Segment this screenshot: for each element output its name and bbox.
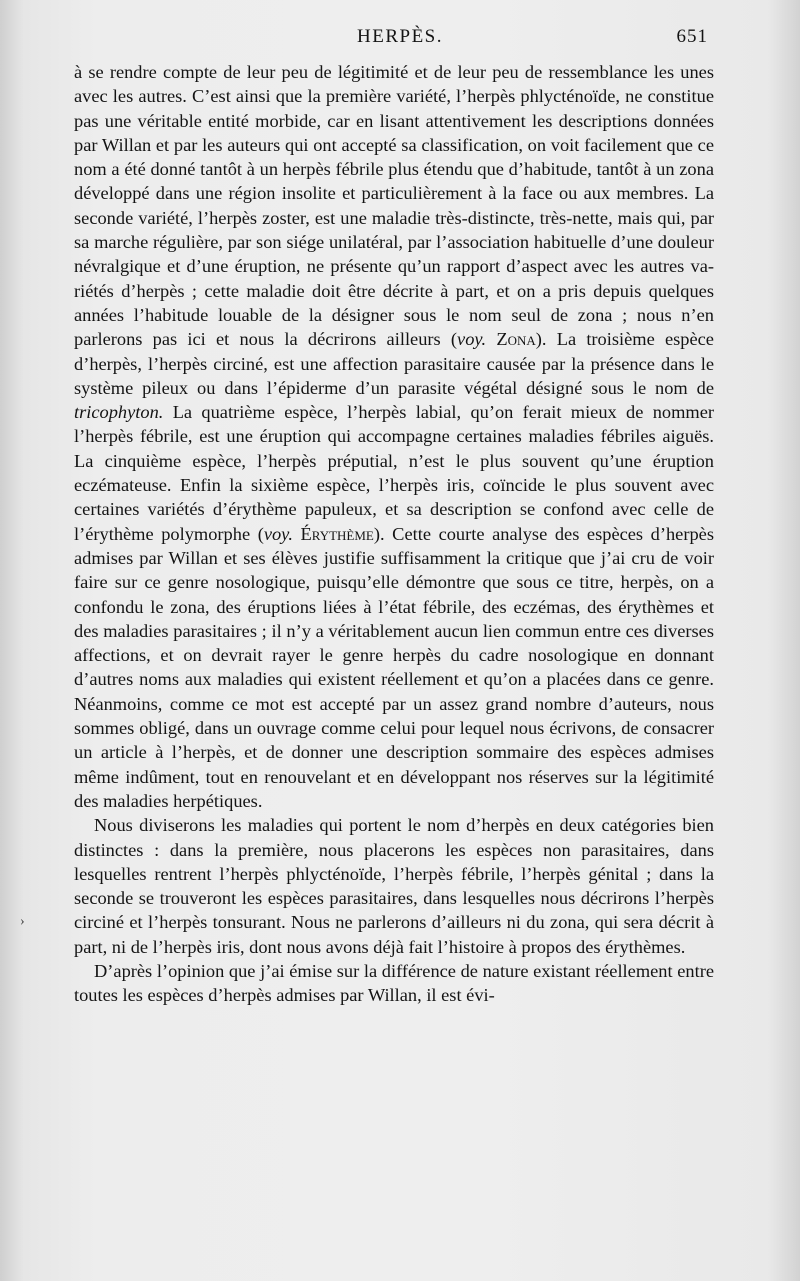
text-run bbox=[486, 329, 496, 349]
page-number: 651 bbox=[676, 26, 708, 47]
body-text bbox=[74, 60, 714, 1008]
running-title: HERPÈS. bbox=[357, 26, 443, 47]
text-run: à se rendre compte de leur peu de légitimité et de leur peu de ressemblance les unes avec les autres. C’est ainsi que la première variété, l’herpès phlycténoïde, ne constitue pas une véritable entité morbide, car en lisant attentivement les descriptions données par Willan et par les auteurs qui ont accepté sa classification, on voit facilement que ce nom a été donné tantôt à un herpès fébrile plus étendu que d’habitude, tantôt à un zona développé dans une région insolite et particulièrement à la face ou aux membres. La seconde variété, l’herpès zoster, est une maladie très-distincte, très-nette, mais qui, par sa marche régulière, par son siége unilatéral, par l’association habituelle d’une douleur névralgique et d’une éruption, ne présente qu’un rapport d’aspect avec les autres variétés d’herpès ; cette maladie doit être décrite à part, et on a pris depuis quelques années l’habitude louable de la désigner sous le nom seul de zona ; nous n’en parlerons pas ici et nous la décrirons ailleurs ( bbox=[74, 62, 714, 350]
italic-text: tricophyton. bbox=[74, 402, 164, 423]
running-head bbox=[0, 26, 800, 56]
small-caps-text: Érythème bbox=[300, 523, 374, 544]
paragraph-continued bbox=[74, 60, 714, 813]
paragraph-classification bbox=[74, 813, 714, 959]
small-caps-text: Zona bbox=[496, 329, 536, 350]
text-run: ). La troisième espèce d’herpès, l’herpès circiné, est une affection parasitaire causée par la présence dans le système pileux ou dans l’épiderme d’un parasite végétal désigné sous le nom de bbox=[74, 329, 714, 398]
text-run: La quatrième espèce, l’herpès labial, qu’on ferait mieux de nommer l’herpès fébrile, est une éruption qui accompagne certaines maladies fébriles aiguës. La cinquième espèce, l’herpès préputial, n’est le plus souvent qu’une éruption eczémateuse. Enfin la sixième espèce, l’herpès iris, coïncide le plus souvent avec certaines variétés d’érythème papuleux, et sa description se confond avec celle de l’érythème polymorphe ( bbox=[74, 402, 714, 544]
text-run: D’après l’opinion que j’ai émise sur la différence de nature existant réellement entre toutes les espèces d’herpès admises par Willan, il est évi- bbox=[74, 960, 714, 1006]
text-run bbox=[293, 524, 301, 544]
text-run: Nous diviserons les maladies qui portent le nom d’herpès en deux catégories bien distinctes : dans la première, nous placerons les espèces non parasitaires, dans lesquelles rentrent l’herpès phlycténoïde, l’herpès fébrile, l’herpès génital ; dans la seconde se trouveront les espèces parasitaires, dans lesquelles nous décrirons l’herpès circiné et l’herpès tonsurant. Nous ne parlerons d’ailleurs ni du zona, qui sera décrit à part, ni de l’herpès iris, dont nous avons déjà fait l’histoire à propos des érythèmes. bbox=[74, 815, 714, 957]
italic-text: voy. bbox=[263, 523, 293, 544]
margin-mark: › bbox=[20, 914, 25, 929]
paragraph-opinion bbox=[74, 959, 714, 1008]
text-run: ). Cette courte analyse des espèces d’herpès admises par Willan et ses élèves justifie suffisamment la critique que j’ai cru de voir faire sur ce genre nosologique, puisqu’elle démontre que sous ce titre, herpès, on a confondu le zona, des éruptions liées à l’état fébrile, des eczémas, des érythèmes et des maladies parasitaires ; il n’y a véritablement aucun lien commun entre ces diverses affections, et on devrait rayer le genre herpès du cadre nosologique en donnant d’autres noms aux maladies qui existent réellement et qu’on a placées dans ce genre. Néanmoins, comme ce mot est accepté par un assez grand nombre d’auteurs, nous sommes obligé, dans un ouvrage comme celui pour lequel nous écrivons, de consacrer un article à l’herpès, et de donner une description sommaire des espèces admises même indûment, tout en renouvelant et en développant nos réserves sur la légitimité des maladies herpétiques. bbox=[74, 523, 714, 811]
italic-text: voy. bbox=[457, 329, 487, 350]
